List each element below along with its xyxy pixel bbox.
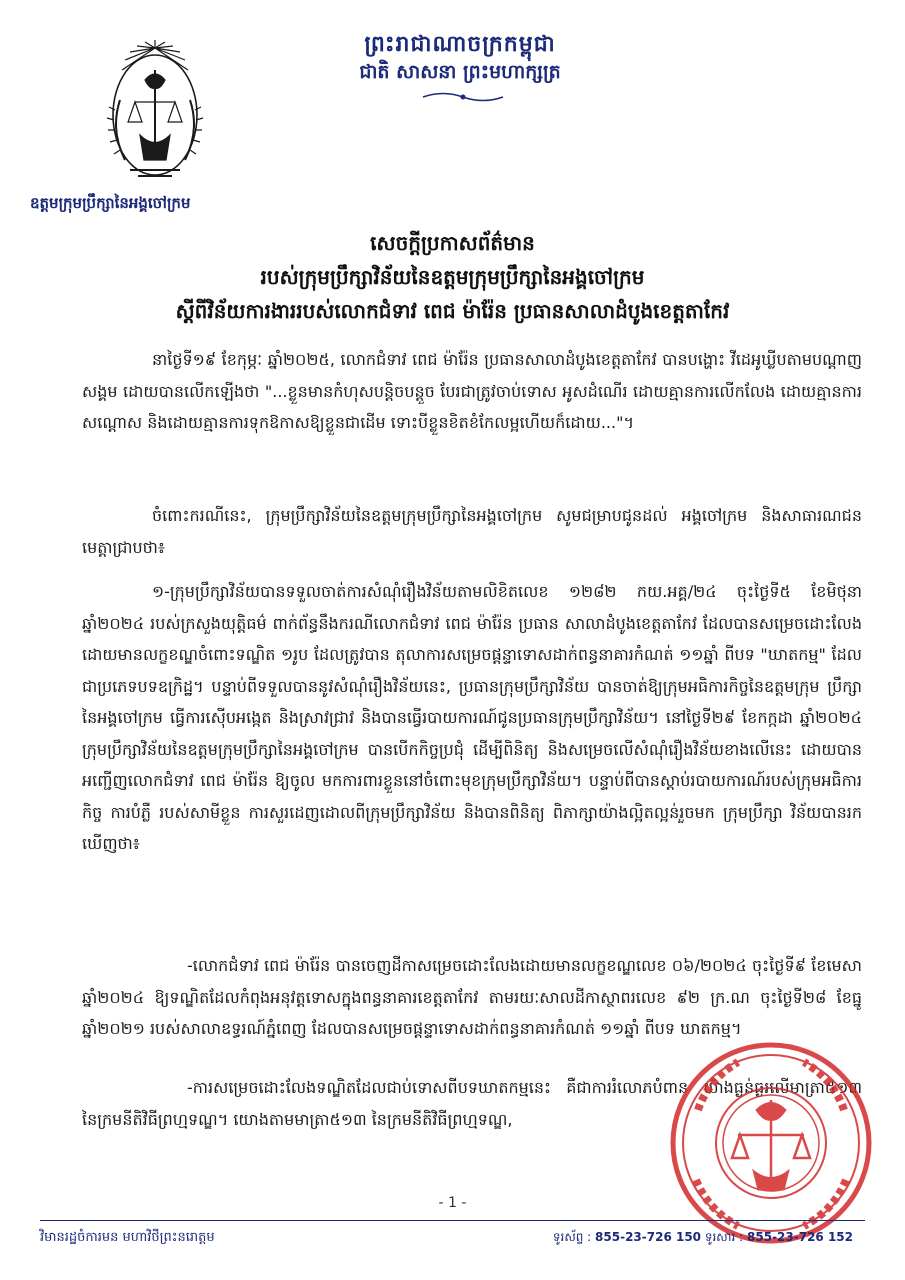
footer-contact — [553, 1229, 853, 1247]
paragraph-finding-1: ១-ក្រុមប្រឹក្សាវិន័យបានទទួលចាត់ការសំណុំរឿងវិន័យតាមលិខិតលេខ ១២៨២ កយ.អគ្គ/២៤ ចុះថ្ងៃទី៥ ខែមិថុនា ឆ្នាំ២០២៤ របស់ក្រសួងយុត្តិធម៌ ពាក់ព័ន្ធនឹងករណីលោកជំទាវ ពេជ ម៉ារ៉ែន ប្រធាន សាលាដំបូងខេត្តតាកែវ ដែលបានសម្រេចដោះលែងដោយមានលក្ខខណ្ឌចំពោះទណ្ឌិត ១រូប ដែលត្រូវបាន តុលាការសម្រេចផ្ដន្ទាទោសដាក់ពន្ធនាគារកំណត់ ១១ឆ្នាំ ពីបទ "ឃាតកម្ម" ដែលជាប្រភេទបទឧក្រិដ្ឋ។ បន្ទាប់ពីទទួលបាននូវសំណុំរឿងវិន័យនេះ, ប្រធានក្រុមប្រឹក្សាវិន័យ បានចាត់ឱ្យក្រុមអធិការកិច្ចនៃឧត្តមក្រុម ប្រឹក្សានៃអង្គចៅក្រម ធ្វើការស៊ើបអង្កេត និងស្រាវជ្រាវ និងបានធ្វើរបាយការណ៍ជូនប្រធានក្រុមប្រឹក្សាវិន័យ។ នៅថ្ងៃទី២៩ ខែកក្កដា ឆ្នាំ២០២៤ ក្រុមប្រឹក្សាវិន័យនៃឧត្តមក្រុមប្រឹក្សានៃអង្គចៅក្រម បានបើកកិច្ចប្រជុំ ដើម្បីពិនិត្យ និងសម្រេចលើសំណុំរឿងវិន័យខាងលើនេះ ដោយបានអញ្ជើញលោកជំទាវ ពេជ ម៉ារ៉ែន ឱ្យចូល មកការពារខ្លួននៅចំពោះមុខក្រុមប្រឹក្សាវិន័យ។ បន្ទាប់ពីបានស្ដាប់របាយការណ៍របស់ក្រុមអធិការកិច្ច ការបំភ្លឺ របស់សាមីខ្លួន ការសួរដេញដោលពីក្រុមប្រឹក្សាវិន័យ និងបានពិនិត្យ ពិភាក្សាយ៉ាងល្អិតល្អន់រួចមក ក្រុមប្រឹក្សា វិន័យបានរកឃើញថា៖ — [82, 582, 862, 853]
document-title: សេចក្ដីប្រកាសព័ត៌មាន — [370, 231, 535, 255]
paragraph-finding-bullet-1: -លោកជំទាវ ពេជ ម៉ារ៉ែន បានចេញដីកាសម្រេចដោះលែងដោយមានលក្ខខណ្ឌលេខ ០៦/២០២៤ ចុះថ្ងៃទី៩ ខែមេសា ឆ្នាំ២០២៤ ឱ្យទណ្ឌិតដែលកំពុងអនុវត្តទោសក្នុងពន្ធនាគារខេត្តតាកែវ តាមរយៈសាលដីកាស្ថាពរលេខ ៩២ ក្រ.ណ ចុះថ្ងៃទី២៨ ខែធ្នូ ឆ្នាំ២០២១ របស់សាលាឧទ្ធរណ៍ភ្នំពេញ ដែលបានសម្រេចផ្ដន្ទាទោសដាក់ពន្ធនាគារកំណត់ ១១ឆ្នាំ ពីបទ ឃាតកម្ម។ — [82, 956, 862, 1038]
fax-number: 855-23-726 152 — [747, 1230, 853, 1244]
document-subtitle: របស់ក្រុមប្រឹក្សាវិន័យនៃឧត្ដមក្រុមប្រឹក្សានៃអង្គចៅក្រម — [260, 265, 645, 289]
phone-number: 855-23-726 150 — [595, 1230, 702, 1244]
footer-divider — [40, 1220, 865, 1221]
page-number: - 1 - — [438, 1195, 467, 1211]
paragraph-notice: ចំពោះករណីនេះ, ក្រុមប្រឹក្សាវិន័យនៃឧត្ដមក្រុមប្រឹក្សានៃអង្គចៅក្រម សូមជម្រាបជូនដល់ អង្គចៅក្រម និងសាធារណជន មេត្តាជ្រាបថា៖ — [82, 506, 862, 557]
national-motto: ជាតិ សាសនា ព្រះមហាក្សត្រ — [359, 61, 561, 83]
document-subject: ស្ដីពីវិន័យការងាររបស់លោកជំទាវ ពេជ ម៉ារ៉ែន ប្រធានសាលាដំបូងខេត្តតាកែវ — [175, 299, 730, 323]
fax-label: ទូរសារ : — [704, 1230, 744, 1244]
organization-name: ឧត្តមក្រុមប្រឹក្សានៃអង្គចៅក្រម — [30, 194, 191, 212]
phone-label: ទូរស័ព្ទ : — [552, 1230, 592, 1244]
official-red-seal-icon — [668, 1040, 874, 1246]
paragraph-intro: នាថ្ងៃទី១៩ ខែកុម្ភៈ ឆ្នាំ២០២៥, លោកជំទាវ ពេជ ម៉ារ៉ែន ប្រធានសាលាដំបូងខេត្តតាកែវ បានបង្ហោះ វីដេអូឃ្លីបតាមបណ្ដាញសង្គម ដោយបានលើកឡើងថា "...ខ្លួនមានកំហុសបន្តិចបន្តួច បែរជាត្រូវចាប់ទោស អូសដំណើរ ដោយគ្មានការលើកលែង ដោយគ្មានការសណ្ដោស និងដោយគ្មានការទុកឱកាសឱ្យខ្លួនជាដើម ទោះបីខ្លួនខិតខំកែលម្អហើយក៏ដោយ..."។ — [82, 350, 862, 432]
ornament-divider-icon — [418, 90, 508, 104]
footer-address: វិមានរដ្ឋចំការមន មហាវិថីព្រះនរោត្តម — [40, 1230, 215, 1245]
kingdom-heading: ព្រះរាជាណាចក្រកម្ពុជា — [364, 32, 556, 57]
paragraph-finding-bullet-2: -ការសម្រេចដោះលែងទណ្ឌិតដែលជាប់ទោសពីបទឃាតកម្មនេះ គឺជាការរំលោភបំពាន យ៉ាងធ្ងន់ធ្ងរលើមាត្រា៥១៣ នៃក្រមនីតិវិធីព្រហ្មទណ្ឌ។ យោងតាមមាត្រា៥១៣ នៃក្រមនីតិវិធីព្រហ្មទណ្ឌ, — [82, 1078, 862, 1129]
council-emblem-icon — [100, 40, 210, 190]
